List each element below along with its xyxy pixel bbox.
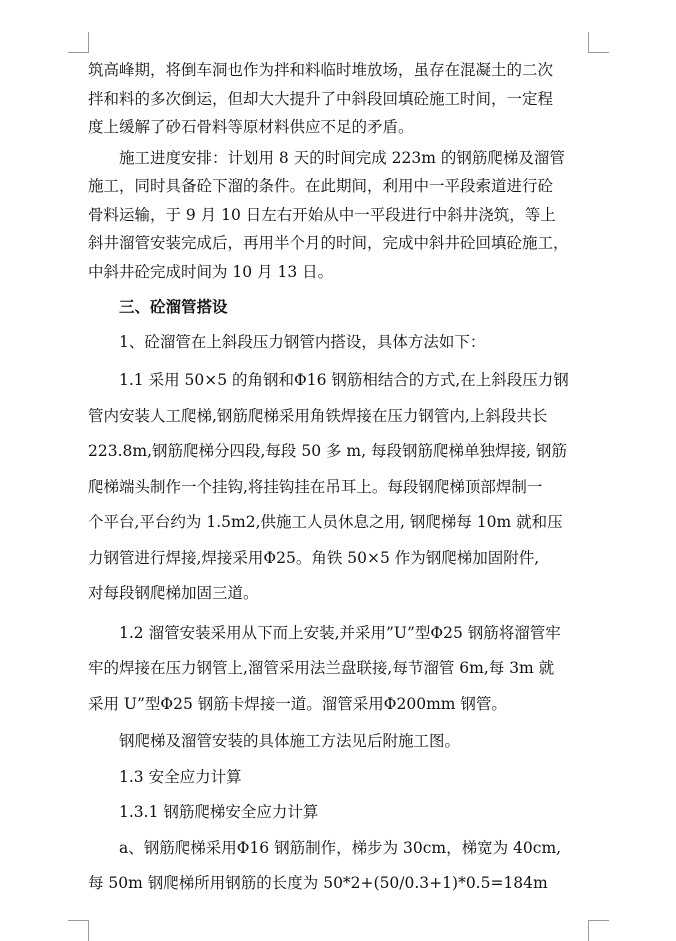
text-line: 223.8m,钢筋爬梯分四段,每段 50 多 m, 每段钢筋爬梯单独焊接, 钢筋 [88,442,567,460]
section-heading-wrap [88,289,593,360]
text-line: 对每段钢爬梯加固三道。 [88,584,259,602]
paragraph-notes [88,724,593,902]
text-line: a、钢筋爬梯采用Φ16 钢筋制作，梯步为 30cm，梯宽为 40cm, [119,838,562,857]
text-line: 1.1 采用 50×5 的角钢和Φ16 钢筋相结合的方式,在上斜段压力钢 [119,371,569,389]
corner-mark-top-right [588,32,609,53]
text-line: 斜井溜管安装完成后，再用半个月的时间，完成中斜井砼回填砼施工， [88,234,569,252]
text-line: 爬梯端头制作一个挂钩,将挂钩挂在吊耳上。每段钢爬梯顶部焊制一 [88,477,543,496]
note-line: 钢爬梯及溜管安装的具体施工方法见后附施工图。 [119,732,461,750]
paragraph-storage [88,56,593,142]
item-1-3-1: 1.3.1 钢筋爬梯安全应力计算 [119,803,319,821]
text-line: 中斜井砼完成时间为 10 月 13 日。 [88,262,334,281]
item-1: 1、砼溜管在上斜段压力钢管内搭设，具体方法如下： [119,332,486,351]
text-line: 骨料运输，于 9 月 10 日左右开始从中一平段进行中斜井浇筑，等上 [88,205,556,224]
text-line: 拌和料的多次倒运，但却大大提升了中斜段回填砼施工时间，一定程 [88,89,554,108]
text-line: 管内安装人工爬梯,钢筋爬梯采用角铁焊接在压力钢管内,上斜段共长 [88,406,548,425]
paragraph-item-1-1 [88,363,593,612]
corner-mark-top-left [68,32,89,53]
text-line: 施工，同时具备砼下溜的条件。在此期间，利用中一平段索道进行砼 [88,177,554,195]
text-line: 施工进度安排：计划用 8 天的时间完成 223m 的钢筋爬梯及溜管 [119,148,565,167]
section-heading: 三、砼溜管搭设 [119,297,228,316]
paragraph-schedule [88,144,593,287]
text-line: 采用 U”型Φ25 钢筋卡焊接一道。溜管采用Φ200mm 钢管。 [88,694,507,713]
item-1-3: 1.3 安全应力计算 [119,767,242,786]
document-body [88,56,593,902]
text-line: 力钢管进行焊接,焊接采用Φ25。角铁 50×5 作为钢爬梯加固附件, [88,548,540,567]
text-line: 筑高峰期，将倒车洞也作为拌和料临时堆放场，虽存在混凝土的二次 [88,61,554,79]
text-line: 个平台,平台约为 1.5m2,供施工人员休息之用, 钢爬梯每 10m 就和压 [88,513,563,531]
text-line: 度上缓解了砂石骨料等原材料供应不足的矛盾。 [88,118,414,136]
text-line: 牢的焊接在压力钢管上,溜管采用法兰盘联接,每节溜管 6m,每 3m 就 [88,659,555,677]
paragraph-item-1-2 [88,616,593,723]
text-line: 1.2 溜管安装采用从下而上安装,并采用”U”型Φ25 钢筋将溜管牢 [119,623,561,642]
text-line: 每 50m 钢爬梯所用钢筋的长度为 50*2+(50/0.3+1)*0.5=184m [88,874,548,892]
